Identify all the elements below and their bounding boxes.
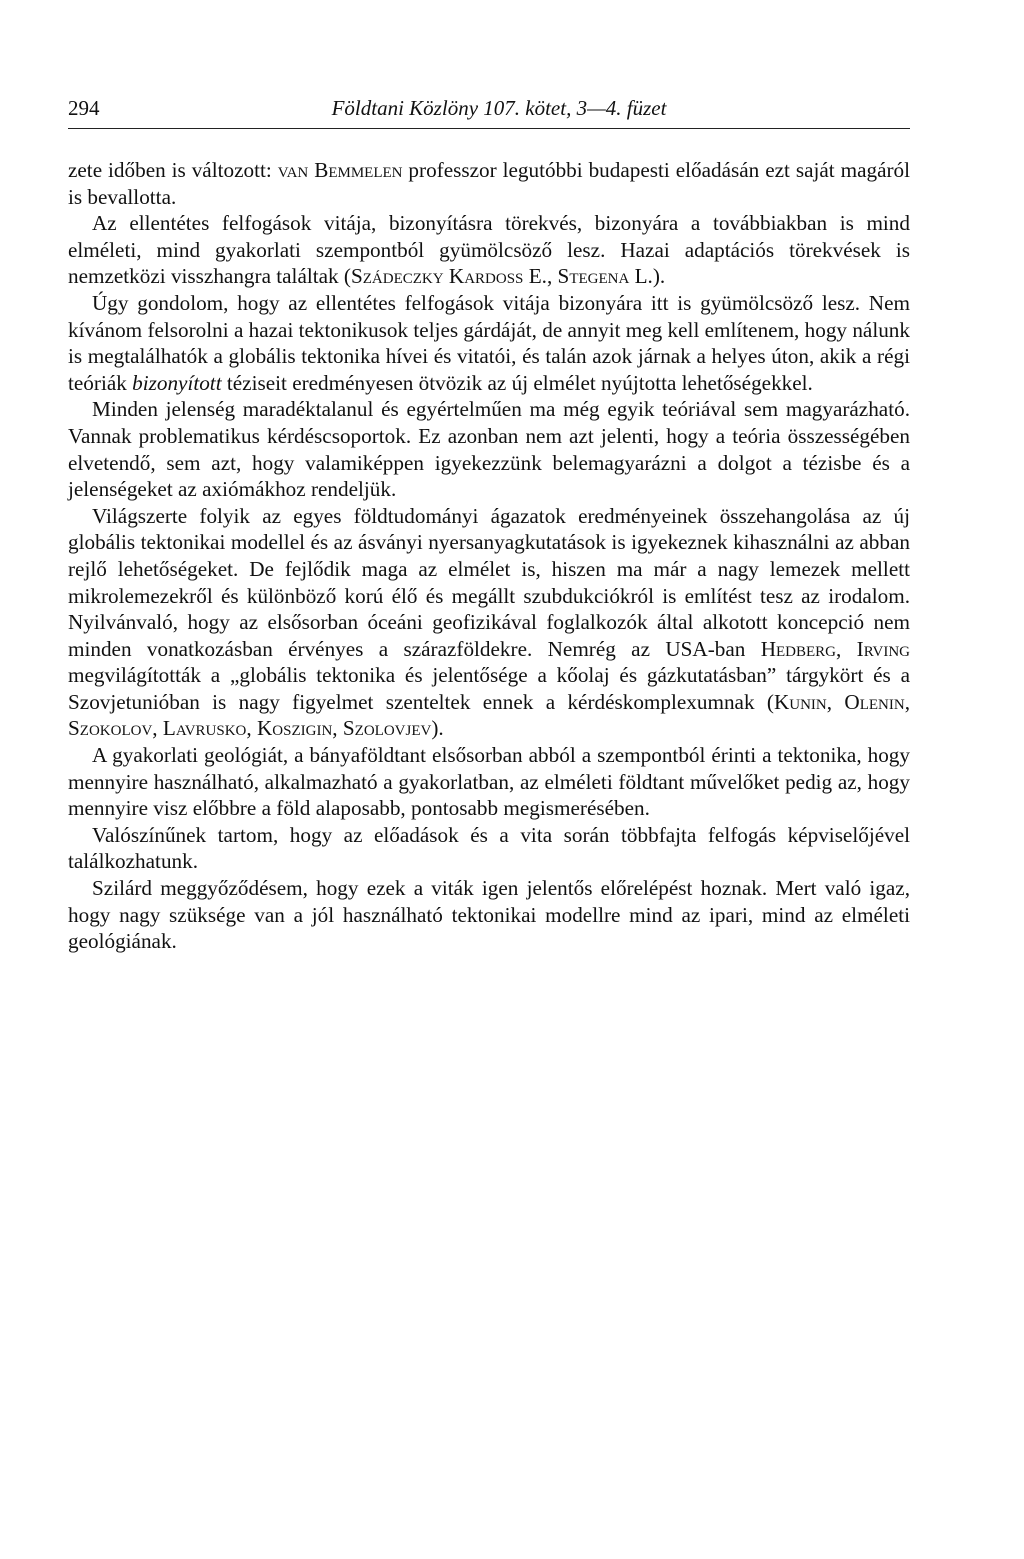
author-name: Kunin: [773, 689, 827, 714]
text-run: ).: [431, 716, 444, 741]
author-name: Szádeczky Kardoss: [350, 264, 524, 289]
author-name: Olenin: [844, 689, 905, 714]
text-run: Valószínűnek tartom, hogy az előadások és a vita során többfajta felfogás képviselőjével találkozhatunk.: [68, 822, 910, 874]
text-run: ,: [826, 689, 845, 714]
text-run: zete időben is változott:: [68, 158, 278, 182]
author-name: Koszigin: [257, 716, 333, 741]
text-run: ,: [152, 716, 163, 741]
author-name: Hedberg: [760, 636, 836, 661]
author-name: Szolovjev: [342, 716, 432, 741]
text-run: ,: [904, 689, 911, 714]
text-run: professzor legutóbbi budapesti előadásán ezt saját magáról is bevallotta.: [68, 158, 911, 209]
running-head: [68, 88, 910, 129]
paragraph: [68, 157, 910, 210]
text-run: Az ellentétes felfogások vitája, bizonyításra törekvés, bizonyára a továbbiakban is mind elméleti, mind gyakorlati szempontból gyümölcsöző lesz. Hazai adaptációs törekvések is nemzetközi visszhangra találtak (: [68, 211, 910, 289]
author-name: Irving: [856, 636, 910, 661]
emphasis-text: bizonyított: [132, 370, 222, 395]
text-run: ,: [836, 636, 857, 661]
text-run: Minden jelenség maradéktalanul és egyértelműen ma még egyik teóriával sem magyarázható. Vannak problematikus kérdéscsoportok. Ez azonban nem azt jelenti, hogy a teória összességében elvetendő, sem azt, hogy valamiképpen igyekezzünk belemagyarázni a dolgot a tézisbe és a jelenségeket az axiómákhoz rendeljük.: [68, 397, 910, 502]
text-run: ,: [546, 264, 558, 289]
journal-page: [68, 88, 910, 955]
author-name: Stegena L.: [557, 264, 653, 289]
paragraph: [68, 396, 910, 502]
text-run: A gyakorlati geológiát, a bányaföldtant elsősorban abból a szempontból érinti a tektonika, hogy mennyire használható, alkalmazható a gyakorlatban, az elméleti földtant művelőket pedig az, hogy mennyire visz előbbre a föld alaposabb, pontosabb megismerésében.: [68, 743, 910, 821]
paragraph: [68, 290, 910, 396]
paragraph: [68, 742, 910, 822]
author-name: Lavrusko: [162, 716, 247, 741]
body-text: [68, 157, 910, 955]
text-run: megvilágították a „globális tektonika és jelentősége a kőolaj és gázkutatásban” tárgykört és a Szovjetunióban is nagy figyelmet szenteltek ennek a kérdéskomplexumnak (: [68, 663, 910, 714]
author-name: Szokolov: [68, 716, 153, 741]
text-run: Világszerte folyik az egyes földtudományi ágazatok eredményeinek összehangolása az új globális tektonikai modellel és az ásványi nyersanyagkutatások is igyekeznek kihasználni az abban rejlő lehetőségeket. De fejlődik maga az elmélet is, hiszen ma már a nagy lemezek mellett mikrolemezekről és különböző korú élő és megállt szubdukciókról is említést tesz az irodalom. Nyilvánvaló, hogy az elsősorban óceáni geofizikával foglalkozók által alkotott koncepció nem minden vonatkozásban érvényes a szárazföldekre. Nemrég az USA-ban: [68, 503, 910, 661]
author-name: van Bemmelen: [277, 158, 403, 182]
journal-title: Földtani Közlöny 107. kötet, 3—4. füzet: [331, 96, 667, 120]
text-run: téziseit eredményesen ötvözik az új elmélet nyújtotta lehetőségekkel.: [221, 370, 813, 395]
page-number: 294: [68, 96, 100, 120]
paragraph: [68, 503, 910, 742]
text-run: ).: [652, 264, 666, 289]
text-run: ,: [332, 716, 343, 741]
author-name: E.: [528, 264, 547, 289]
paragraph: [68, 822, 910, 875]
text-run: Úgy gondolom, hogy az ellentétes felfogások vitája bizonyára itt is gyümölcsöző lesz. Nem kívánom felsorolni a hazai tektonikusok teljes gárdáját, de annyit meg kell említenem, hogy nálunk is megtalálhatók a globális tektonika hívei és vitatói, és talán azok járnak a helyes úton, akik a régi teóriák: [68, 290, 910, 395]
paragraph: [68, 210, 910, 290]
paragraph: [68, 875, 910, 955]
text-run: ,: [246, 716, 257, 741]
text-run: Szilárd meggyőződésem, hogy ezek a viták igen jelentős előrelépést hoznak. Mert való igaz, hogy nagy szüksége van a jól használható tektonikai modellre mind az ipari, mind az elméleti geológiának.: [68, 876, 910, 954]
